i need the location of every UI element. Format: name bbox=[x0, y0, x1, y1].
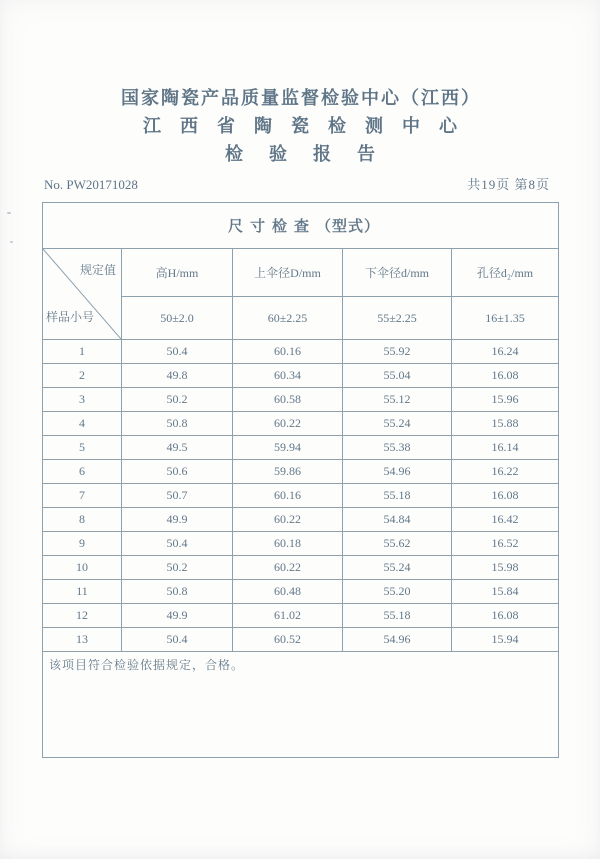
measurement-cell: 60.22 bbox=[233, 508, 343, 532]
measurement-cell: 60.22 bbox=[233, 412, 343, 436]
measurement-cell: 54.84 bbox=[343, 508, 452, 532]
measurement-cell: 16.24 bbox=[452, 340, 559, 364]
measurement-cell: 55.04 bbox=[343, 364, 452, 388]
measurement-cell: 60.16 bbox=[233, 340, 343, 364]
scan-speck bbox=[10, 241, 13, 243]
measurement-cell: 16.22 bbox=[452, 460, 559, 484]
column-header-hole-dia: 孔径d₂/mm bbox=[452, 249, 559, 297]
measurement-cell: 60.58 bbox=[233, 388, 343, 412]
table-title-main: 尺寸检查 bbox=[228, 219, 317, 235]
sample-no-cell: 6 bbox=[43, 460, 122, 484]
document-header bbox=[0, 0, 600, 168]
spec-height: 50±2.0 bbox=[122, 297, 233, 340]
corner-label-spec: 规定值 bbox=[79, 263, 116, 277]
measurement-cell: 50.2 bbox=[122, 388, 233, 412]
measurement-cell: 60.52 bbox=[233, 628, 343, 652]
measurement-cell: 16.08 bbox=[452, 364, 559, 388]
table-row bbox=[43, 388, 559, 412]
sample-no-cell: 12 bbox=[43, 604, 122, 628]
report-meta-row bbox=[0, 168, 600, 193]
table-row bbox=[43, 628, 559, 652]
measurement-cell: 54.96 bbox=[343, 628, 452, 652]
measurement-cell: 49.9 bbox=[122, 508, 233, 532]
measurement-cell: 60.16 bbox=[233, 484, 343, 508]
measurement-cell: 49.8 bbox=[122, 364, 233, 388]
measurement-cell: 55.38 bbox=[343, 436, 452, 460]
measurement-cell: 16.52 bbox=[452, 532, 559, 556]
column-header-row bbox=[43, 249, 559, 297]
table-title-row bbox=[43, 203, 559, 249]
table-row bbox=[43, 364, 559, 388]
sample-no-cell: 9 bbox=[43, 532, 122, 556]
table-title-suffix: （型式） bbox=[316, 219, 381, 235]
measurement-cell: 15.84 bbox=[452, 580, 559, 604]
report-number: No. PW20171028 bbox=[44, 177, 138, 192]
measurement-cell: 50.7 bbox=[122, 484, 233, 508]
dimension-inspection-table bbox=[42, 202, 559, 758]
measurement-cell: 50.6 bbox=[122, 460, 233, 484]
measurement-cell: 55.18 bbox=[343, 604, 452, 628]
measurement-cell: 50.2 bbox=[122, 556, 233, 580]
sample-no-cell: 7 bbox=[43, 484, 122, 508]
page-indicator: 共19页 第8页 bbox=[467, 177, 550, 192]
sample-no-cell: 3 bbox=[43, 388, 122, 412]
measurement-cell: 50.8 bbox=[122, 412, 233, 436]
sample-no-cell: 8 bbox=[43, 508, 122, 532]
sample-no-cell: 13 bbox=[43, 628, 122, 652]
measurement-cell: 55.12 bbox=[343, 388, 452, 412]
sample-no-cell: 4 bbox=[43, 412, 122, 436]
measurement-cell: 55.62 bbox=[343, 532, 452, 556]
scan-speck bbox=[7, 212, 11, 214]
table-row bbox=[43, 436, 559, 460]
spec-hole-dia: 16±1.35 bbox=[452, 297, 559, 340]
table-row bbox=[43, 460, 559, 484]
corner-label-sample: 样品小号 bbox=[46, 310, 95, 324]
column-header-upper-dia: 上伞径D/mm bbox=[233, 249, 343, 297]
measurement-cell: 60.48 bbox=[233, 580, 343, 604]
measurement-cell: 61.02 bbox=[233, 604, 343, 628]
measurement-cell: 60.34 bbox=[233, 364, 343, 388]
spec-lower-dia: 55±2.25 bbox=[343, 297, 452, 340]
measurement-cell: 50.4 bbox=[122, 532, 233, 556]
measurement-cell: 55.24 bbox=[343, 556, 452, 580]
measurement-cell: 16.14 bbox=[452, 436, 559, 460]
sample-no-cell: 2 bbox=[43, 364, 122, 388]
measurement-cell: 55.92 bbox=[343, 340, 452, 364]
table-row bbox=[43, 508, 559, 532]
measurement-cell: 55.24 bbox=[343, 412, 452, 436]
org-title-line2: 江西省陶瓷检测中心 bbox=[143, 116, 476, 136]
table-row bbox=[43, 484, 559, 508]
measurement-cell: 16.08 bbox=[452, 484, 559, 508]
measurement-cell: 59.86 bbox=[233, 460, 343, 484]
sample-no-cell: 5 bbox=[43, 436, 122, 460]
sample-rows bbox=[43, 340, 559, 652]
conclusion-row bbox=[43, 652, 559, 758]
measurement-cell: 49.9 bbox=[122, 604, 233, 628]
report-title: 检验报告 bbox=[225, 144, 401, 164]
measurement-cell: 15.98 bbox=[452, 556, 559, 580]
conclusion-cell: 该项目符合检验依据规定，合格。 bbox=[43, 652, 559, 758]
table-row bbox=[43, 412, 559, 436]
measurement-cell: 50.4 bbox=[122, 340, 233, 364]
sample-no-cell: 1 bbox=[43, 340, 122, 364]
table-title-cell bbox=[43, 203, 559, 249]
table-row bbox=[43, 556, 559, 580]
measurement-cell: 50.8 bbox=[122, 580, 233, 604]
measurement-cell: 15.96 bbox=[452, 388, 559, 412]
table-row bbox=[43, 532, 559, 556]
measurement-cell: 59.94 bbox=[233, 436, 343, 460]
table-row bbox=[43, 340, 559, 364]
measurement-cell: 60.18 bbox=[233, 532, 343, 556]
table-row bbox=[43, 604, 559, 628]
measurement-cell: 15.94 bbox=[452, 628, 559, 652]
measurement-cell: 15.88 bbox=[452, 412, 559, 436]
org-title-line1: 国家陶瓷产品质量监督检验中心（江西） bbox=[121, 88, 481, 108]
sample-no-cell: 10 bbox=[43, 556, 122, 580]
measurement-cell: 50.4 bbox=[122, 628, 233, 652]
column-header-lower-dia: 下伞径d/mm bbox=[343, 249, 452, 297]
measurement-cell: 16.42 bbox=[452, 508, 559, 532]
column-header-height: 高H/mm bbox=[122, 249, 233, 297]
measurement-cell: 49.5 bbox=[122, 436, 233, 460]
measurement-cell: 54.96 bbox=[343, 460, 452, 484]
measurement-cell: 55.18 bbox=[343, 484, 452, 508]
spec-upper-dia: 60±2.25 bbox=[233, 297, 343, 340]
sample-no-cell: 11 bbox=[43, 580, 122, 604]
diagonal-corner-cell bbox=[43, 249, 122, 340]
measurement-cell: 55.20 bbox=[343, 580, 452, 604]
measurement-cell: 16.08 bbox=[452, 604, 559, 628]
measurement-cell: 60.22 bbox=[233, 556, 343, 580]
table-row bbox=[43, 580, 559, 604]
